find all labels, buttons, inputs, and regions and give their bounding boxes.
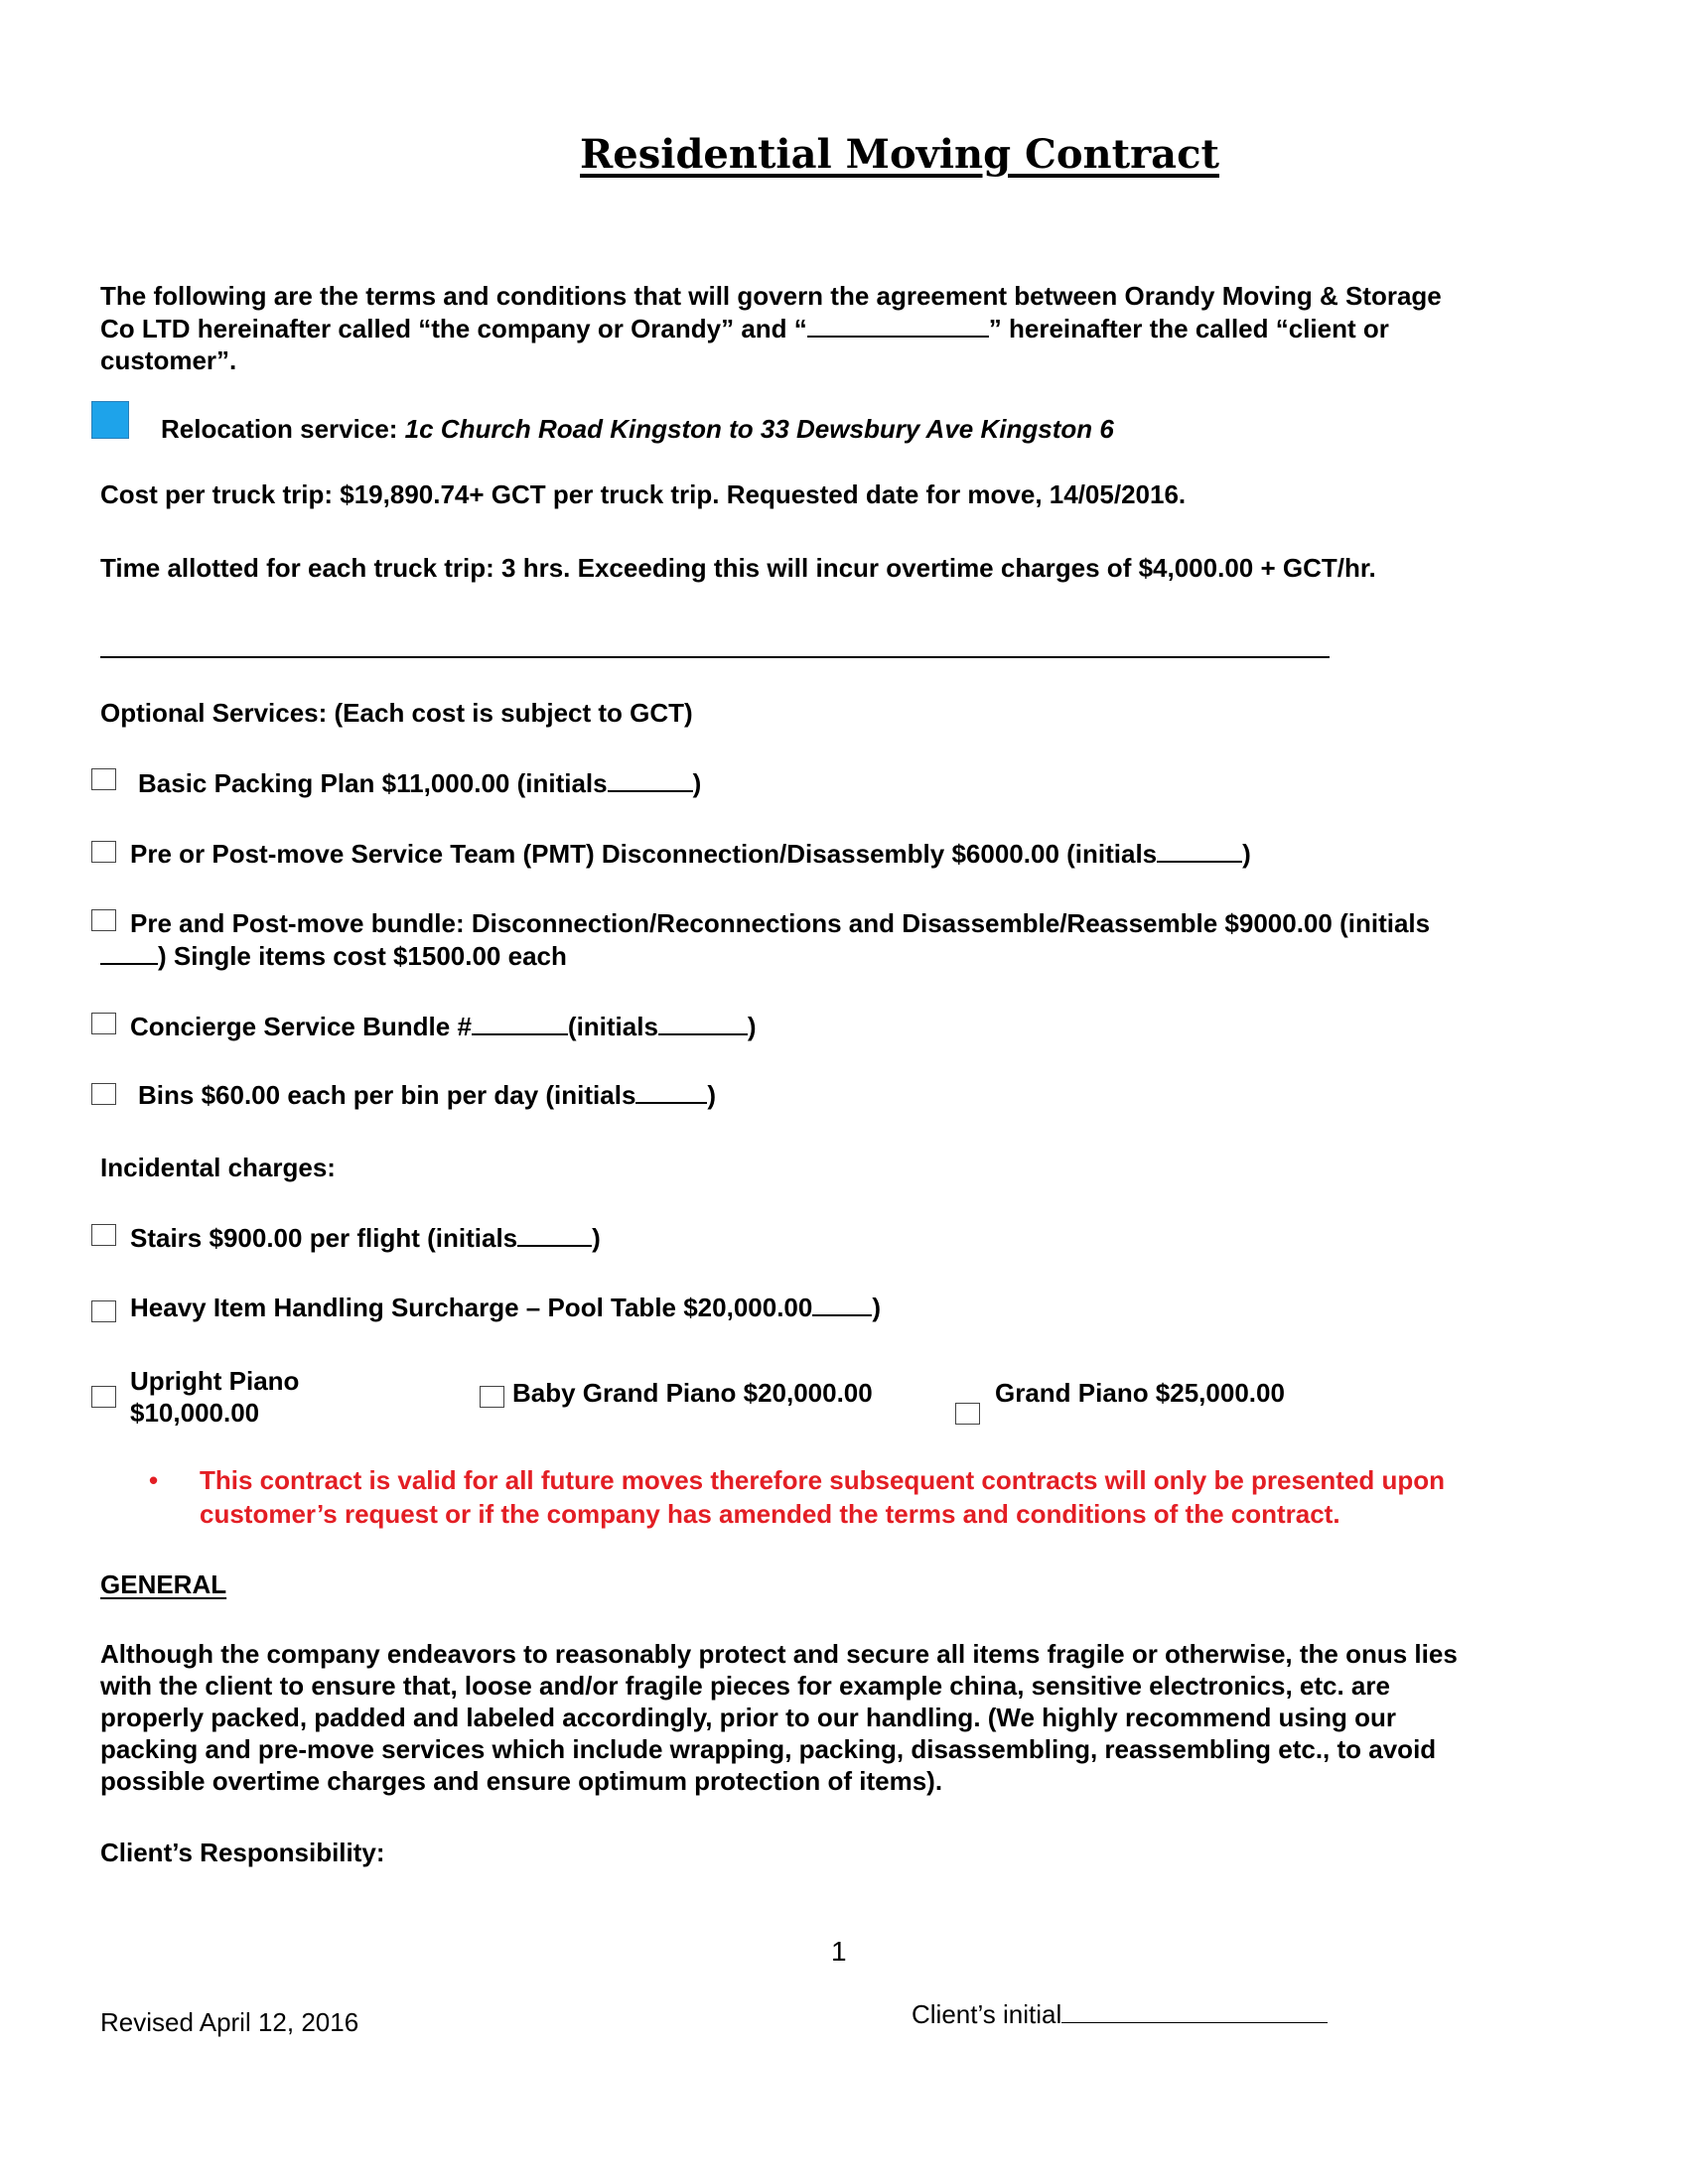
pool-table-close: ) — [872, 1293, 882, 1322]
upright-piano-label — [130, 1365, 299, 1429]
concierge-bundle-number-field[interactable] — [472, 1010, 568, 1035]
basic-packing-label: Basic Packing Plan $11,000.00 (initials — [138, 768, 608, 798]
concierge-close: ) — [747, 1012, 757, 1041]
concierge-label: Concierge Service Bundle # — [130, 1012, 472, 1041]
revised-date: Revised April 12, 2016 — [100, 2007, 359, 2037]
stairs-close: ) — [592, 1223, 601, 1253]
general-paragraph — [100, 1638, 1458, 1797]
stairs-initials-field[interactable] — [517, 1221, 592, 1247]
pool-table-initials-field[interactable] — [812, 1291, 872, 1316]
intro-paragraph — [100, 280, 1442, 376]
pmt-label: Pre or Post-move Service Team (PMT) Disconnection/Disassembly $6000.00 (initials — [130, 839, 1158, 869]
general-line-1: Although the company endeavors to reasonably protect and secure all items fragile or otherwise, the onus lies — [100, 1639, 1458, 1669]
stairs-checkbox[interactable] — [91, 1224, 116, 1246]
bins-initials-field[interactable] — [635, 1078, 707, 1104]
general-line-4: packing and pre-move services which include wrapping, packing, disassembling, reassembling etc., to avoid — [100, 1734, 1437, 1764]
general-line-3: properly packed, padded and labeled accordingly, prior to our handling. (We highly recommend using our — [100, 1703, 1396, 1732]
client-initial-line — [912, 1999, 1328, 2030]
relocation-checkbox[interactable] — [91, 401, 129, 439]
basic-packing-line — [138, 766, 701, 799]
baby-grand-piano-label: Baby Grand Piano $20,000.00 — [512, 1378, 873, 1408]
concierge-line — [130, 1010, 757, 1042]
pmt-checkbox[interactable] — [91, 841, 116, 863]
notice-paragraph — [200, 1463, 1445, 1531]
upright-piano-name: Upright Piano — [130, 1366, 300, 1396]
relocation-service-line — [161, 413, 1114, 445]
time-allotted-line: Time allotted for each truck trip: 3 hrs. Exceeding this will incur overtime charges of $4,000.00 + GCT/hr. — [100, 553, 1376, 583]
basic-packing-initials-field[interactable] — [608, 766, 693, 792]
pool-table-line — [130, 1291, 881, 1323]
general-heading: GENERAL — [100, 1570, 227, 1599]
client-initial-label: Client’s initial — [912, 1999, 1062, 2029]
intro-line-1: The following are the terms and conditions that will govern the agreement between Orandy Moving & Storage — [100, 281, 1442, 311]
incidental-charges-heading: Incidental charges: — [100, 1153, 336, 1182]
client-responsibility-heading: Client’s Responsibility: — [100, 1838, 385, 1867]
basic-packing-close: ) — [692, 768, 702, 798]
page-number: 1 — [831, 1936, 847, 1967]
section-divider — [100, 656, 1330, 658]
notice-bullet: • — [149, 1465, 159, 1495]
pmt-close: ) — [1242, 839, 1251, 869]
bundle-line-2 — [100, 939, 1430, 972]
notice-line-1: This contract is valid for all future moves therefore subsequent contracts will only be presented upon — [200, 1465, 1446, 1495]
stairs-line — [130, 1221, 601, 1254]
client-initial-field[interactable] — [1061, 2000, 1328, 2023]
bundle-line-2-text: ) Single items cost $1500.00 each — [158, 941, 567, 971]
notice-line-2: customer’s request or if the company has amended the terms and conditions of the contract. — [200, 1499, 1340, 1529]
intro-line-2 — [100, 312, 1442, 344]
general-line-5: possible overtime charges and ensure optimum protection of items). — [100, 1766, 943, 1796]
concierge-initials-label: (initials — [567, 1012, 658, 1041]
intro-line-2-end: ” hereinafter the called “client or — [988, 314, 1389, 343]
pool-table-label: Heavy Item Handling Surcharge – Pool Table $20,000.00 — [130, 1293, 813, 1322]
pmt-line — [130, 837, 1251, 870]
relocation-label: Relocation service: — [161, 414, 405, 444]
grand-piano-label: Grand Piano $25,000.00 — [995, 1378, 1285, 1408]
intro-line-3: customer”. — [100, 345, 237, 375]
pool-table-checkbox[interactable] — [91, 1300, 116, 1322]
bins-line — [138, 1078, 716, 1111]
client-name-field[interactable] — [807, 312, 989, 338]
concierge-initials-field[interactable] — [658, 1010, 748, 1035]
optional-services-heading: Optional Services: (Each cost is subject to GCT) — [100, 698, 693, 728]
bins-close: ) — [707, 1080, 717, 1110]
grand-piano-checkbox[interactable] — [955, 1403, 980, 1425]
relocation-route: 1c Church Road Kingston to 33 Dewsbury Ave Kingston 6 — [404, 414, 1114, 444]
cost-per-trip-line: Cost per truck trip: $19,890.74+ GCT per truck trip. Requested date for move, 14/05/2016. — [100, 479, 1187, 509]
bundle-initials-field[interactable] — [100, 939, 158, 965]
concierge-checkbox[interactable] — [91, 1013, 116, 1034]
baby-grand-piano-checkbox[interactable] — [480, 1386, 504, 1408]
upright-piano-price: $10,000.00 — [130, 1398, 260, 1428]
stairs-label: Stairs $900.00 per flight (initials — [130, 1223, 518, 1253]
bins-label: Bins $60.00 each per bin per day (initials — [138, 1080, 636, 1110]
upright-piano-checkbox[interactable] — [91, 1386, 116, 1408]
basic-packing-checkbox[interactable] — [91, 768, 116, 790]
page-title: Residential Moving Contract — [580, 131, 1219, 178]
bins-checkbox[interactable] — [91, 1083, 116, 1105]
pmt-initials-field[interactable] — [1157, 837, 1242, 863]
general-line-2: with the client to ensure that, loose and/or fragile pieces for example china, sensitive electronics, etc. are — [100, 1671, 1390, 1701]
bundle-line-1: Pre and Post-move bundle: Disconnection/Reconnections and Disassemble/Reassemble $9000.00 (initials — [130, 908, 1431, 938]
intro-line-2-start: Co LTD hereinafter called “the company or Orandy” and “ — [100, 314, 807, 343]
bundle-paragraph — [100, 907, 1430, 972]
